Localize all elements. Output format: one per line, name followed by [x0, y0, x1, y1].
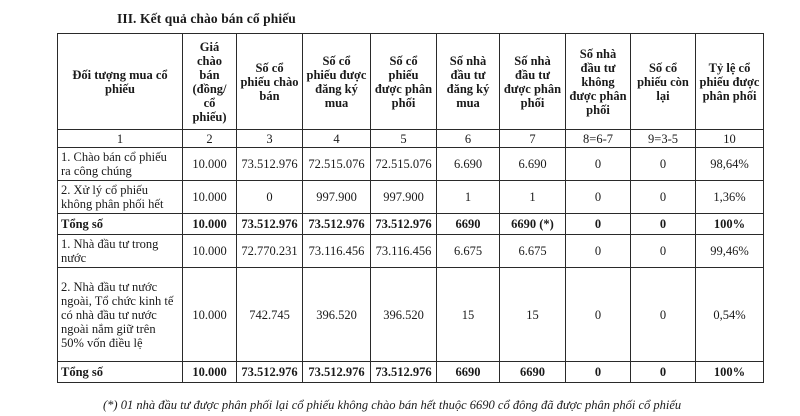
table-cell: 0 [566, 148, 631, 181]
table-row [58, 235, 764, 268]
table-cell: 10.000 [183, 235, 237, 268]
table-row [58, 148, 764, 181]
table-cell: 10.000 [183, 214, 237, 235]
row-label: Tổng số [58, 362, 183, 383]
table-cell: 997.900 [371, 181, 437, 214]
column-index: 10 [696, 130, 764, 148]
column-header: Số nhà đầu tư đăng ký mua [437, 34, 500, 130]
table-cell: 396.520 [371, 268, 437, 362]
table-cell: 396.520 [303, 268, 371, 362]
table-cell: 6690 (*) [500, 214, 566, 235]
table-row [58, 268, 764, 362]
column-index: 4 [303, 130, 371, 148]
table-cell: 99,46% [696, 235, 764, 268]
table-cell: 6.690 [437, 148, 500, 181]
table-cell: 0 [631, 268, 696, 362]
table-cell: 1 [437, 181, 500, 214]
table-cell: 73.512.976 [303, 362, 371, 383]
table-cell: 73.512.976 [237, 148, 303, 181]
table-cell: 73.116.456 [371, 235, 437, 268]
row-label: 1. Nhà đầu tư trong nước [58, 235, 183, 268]
table-cell: 72.515.076 [371, 148, 437, 181]
column-index-row [58, 130, 764, 148]
table-cell: 15 [500, 268, 566, 362]
table-cell: 0 [566, 181, 631, 214]
table-cell: 73.512.976 [371, 214, 437, 235]
table-cell: 6690 [437, 214, 500, 235]
column-index: 3 [237, 130, 303, 148]
table-cell: 10.000 [183, 268, 237, 362]
column-index: 5 [371, 130, 437, 148]
table-cell: 0 [566, 235, 631, 268]
table-cell: 100% [696, 362, 764, 383]
table-cell: 10.000 [183, 362, 237, 383]
column-header: Số cổ phiếu được phân phối [371, 34, 437, 130]
total-row [58, 214, 764, 235]
column-header: Số cổ phiếu còn lại [631, 34, 696, 130]
row-label: 2. Xử lý cổ phiếu không phân phối hết [58, 181, 183, 214]
table-cell: 10.000 [183, 148, 237, 181]
section-title: III. Kết quả chào bán cổ phiếu [117, 11, 296, 26]
footnote: (*) 01 nhà đầu tư được phân phối lại cổ phiếu không chào bán hết thuộc 6690 cổ đông đã được phân phối cổ phiếu [103, 398, 682, 412]
table-cell: 0 [631, 181, 696, 214]
table-cell: 73.512.976 [237, 214, 303, 235]
table-cell: 0 [566, 214, 631, 235]
column-header: Giá chào bán (đồng/ cổ phiếu) [183, 34, 237, 130]
column-index: 2 [183, 130, 237, 148]
header-row [58, 34, 764, 130]
table-cell: 997.900 [303, 181, 371, 214]
column-header: Đối tượng mua cổ phiếu [58, 34, 183, 130]
table-cell: 10.000 [183, 181, 237, 214]
table-cell: 0 [631, 235, 696, 268]
table-cell: 73.512.976 [237, 362, 303, 383]
table-cell: 1 [500, 181, 566, 214]
row-label: Tổng số [58, 214, 183, 235]
table-cell: 98,64% [696, 148, 764, 181]
table-cell: 742.745 [237, 268, 303, 362]
table-cell: 100% [696, 214, 764, 235]
column-header: Tỷ lệ cổ phiếu được phân phối [696, 34, 764, 130]
table-cell: 0 [566, 362, 631, 383]
offering-result-table [57, 33, 764, 383]
table-cell: 6.675 [437, 235, 500, 268]
table-cell: 0 [237, 181, 303, 214]
table-cell: 72.770.231 [237, 235, 303, 268]
table-cell: 15 [437, 268, 500, 362]
row-label: 1. Chào bán cổ phiếu ra công chúng [58, 148, 183, 181]
table-cell: 0 [566, 268, 631, 362]
table-cell: 0,54% [696, 268, 764, 362]
row-label: 2. Nhà đầu tư nước ngoài, Tổ chức kinh tế có nhà đầu tư nước ngoài nắm giữ trên 50% vốn điều lệ [58, 268, 183, 362]
table-cell: 6690 [437, 362, 500, 383]
total-row [58, 362, 764, 383]
table-cell: 73.116.456 [303, 235, 371, 268]
column-index: 6 [437, 130, 500, 148]
column-index: 9=3-5 [631, 130, 696, 148]
column-index: 7 [500, 130, 566, 148]
column-header: Số cổ phiếu được đăng ký mua [303, 34, 371, 130]
table-cell: 73.512.976 [303, 214, 371, 235]
column-index: 1 [58, 130, 183, 148]
column-header: Số cổ phiếu chào bán [237, 34, 303, 130]
table-cell: 0 [631, 362, 696, 383]
column-header: Số nhà đầu tư không được phân phối [566, 34, 631, 130]
table-cell: 0 [631, 148, 696, 181]
table-row [58, 181, 764, 214]
table-cell: 6.690 [500, 148, 566, 181]
table-cell: 73.512.976 [371, 362, 437, 383]
column-header: Số nhà đầu tư được phân phối [500, 34, 566, 130]
table-cell: 6690 [500, 362, 566, 383]
table-cell: 6.675 [500, 235, 566, 268]
table-cell: 1,36% [696, 181, 764, 214]
table-cell: 0 [631, 214, 696, 235]
column-index: 8=6-7 [566, 130, 631, 148]
table-cell: 72.515.076 [303, 148, 371, 181]
